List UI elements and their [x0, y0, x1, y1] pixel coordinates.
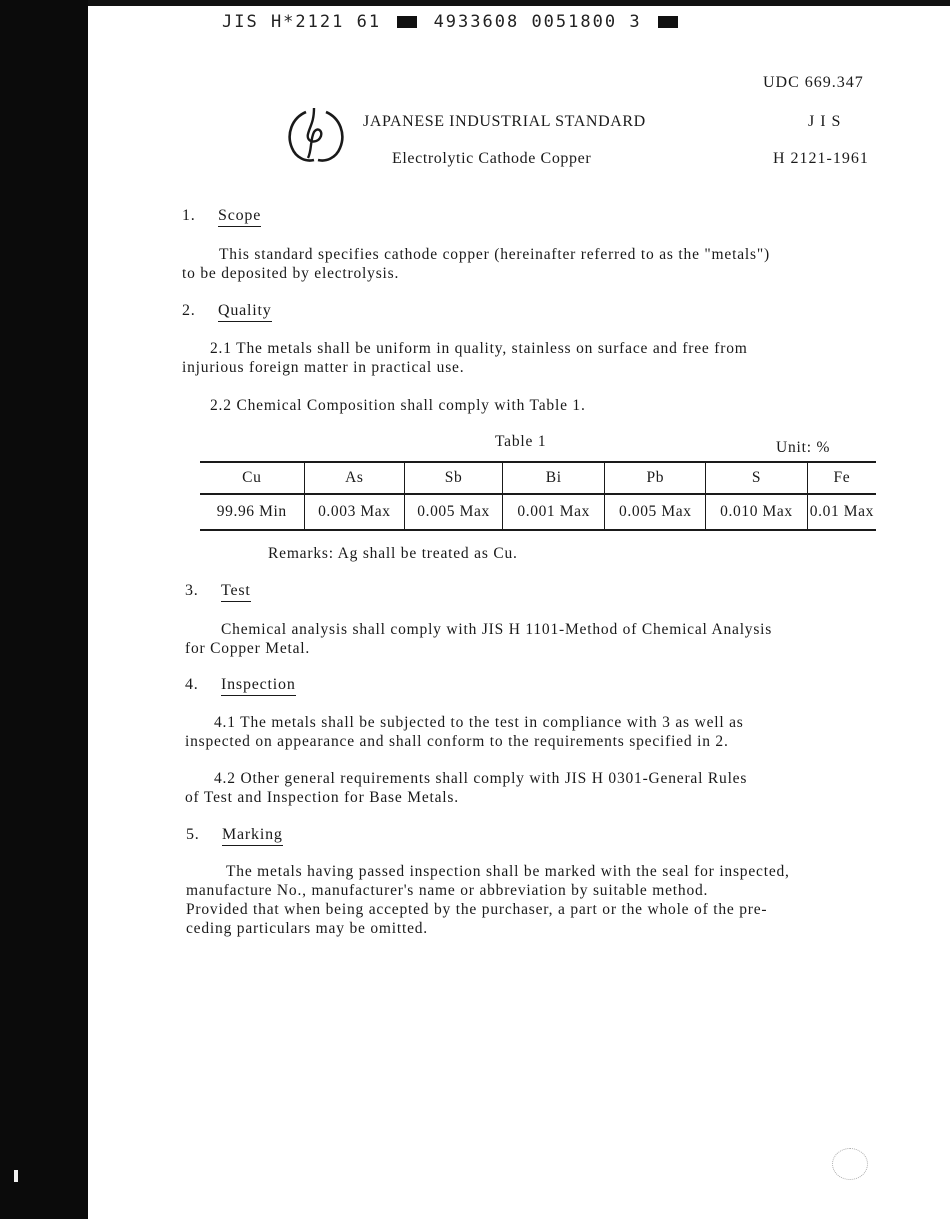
- section-number: 5.: [186, 826, 200, 843]
- code-block-icon: [397, 16, 417, 28]
- marking-line-4: ceding particulars may be omitted.: [186, 920, 428, 937]
- document-title: Electrolytic Cathode Copper: [392, 150, 592, 167]
- col-bi: Bi: [502, 462, 605, 494]
- section-number: 3.: [185, 582, 199, 599]
- quality-2-1-line-2: injurious foreign matter in practical use.: [182, 359, 465, 376]
- cell-bi: 0.001 Max: [502, 494, 605, 530]
- composition-table: [200, 461, 876, 531]
- scan-mark: [14, 1170, 18, 1182]
- col-pb: Pb: [605, 462, 706, 494]
- table-header-row: [200, 462, 876, 494]
- col-fe: Fe: [807, 462, 876, 494]
- section-title: Marking: [222, 826, 283, 846]
- section-title: Quality: [218, 302, 272, 322]
- table-unit: Unit: %: [776, 439, 831, 456]
- marking-line-2: manufacture No., manufacturer's name or abbreviation by suitable method.: [186, 882, 709, 899]
- table-remarks: Remarks: Ag shall be treated as Cu.: [268, 545, 518, 562]
- scope-line-2: to be deposited by electrolysis.: [182, 265, 400, 282]
- scan-code-left: JIS H*2121 61: [222, 12, 382, 32]
- section-title: Inspection: [221, 676, 296, 696]
- col-sb: Sb: [405, 462, 503, 494]
- faint-stamp-mark: [832, 1148, 868, 1180]
- scan-code-mid: 4933608 0051800 3: [433, 12, 642, 32]
- section-test-heading: [185, 582, 251, 600]
- cell-sb: 0.005 Max: [405, 494, 503, 530]
- section-title: Scope: [218, 207, 261, 227]
- cell-s: 0.010 Max: [706, 494, 808, 530]
- section-number: 2.: [182, 302, 196, 319]
- cell-cu: 99.96 Min: [216, 503, 287, 520]
- col-s: S: [706, 462, 808, 494]
- cell-pb: 0.005 Max: [605, 494, 706, 530]
- inspection-4-1-line-2: inspected on appearance and shall conform to the requirements specified in 2.: [185, 733, 729, 750]
- marking-line-3: Provided that when being accepted by the purchaser, a part or the whole of the pre-: [186, 901, 768, 918]
- col-as: As: [304, 462, 405, 494]
- jis-label: J I S: [808, 113, 842, 130]
- inspection-4-1-line-1: 4.1 The metals shall be subjected to the test in compliance with 3 as well as: [214, 714, 744, 731]
- section-title: Test: [221, 582, 251, 602]
- table-caption: Table 1: [495, 433, 547, 450]
- marking-line-1: The metals having passed inspection shall be marked with the seal for inspected,: [226, 863, 790, 880]
- cell-as: 0.003 Max: [304, 494, 405, 530]
- scan-code-line: [222, 12, 682, 32]
- scan-edge-shadow: [0, 0, 88, 1219]
- standard-number: H 2121-1961: [773, 150, 869, 167]
- section-quality-heading: [182, 302, 272, 320]
- code-block-icon: [658, 16, 678, 28]
- organization-name: JAPANESE INDUSTRIAL STANDARD: [363, 113, 646, 130]
- table-row: [200, 494, 876, 530]
- col-cu: Cu: [242, 469, 262, 486]
- scan-top-edge: [88, 0, 950, 6]
- quality-2-1-line-1: 2.1 The metals shall be uniform in quality, stainless on surface and free from: [210, 340, 748, 357]
- jis-mark-icon: [284, 104, 348, 168]
- section-scope-heading: [182, 207, 261, 225]
- scope-line-1: This standard specifies cathode copper (hereinafter referred to as the "metals"): [219, 246, 770, 263]
- test-line-2: for Copper Metal.: [185, 640, 311, 657]
- section-inspection-heading: [185, 676, 296, 694]
- udc-code: UDC 669.347: [763, 74, 864, 91]
- cell-fe: 0.01 Max: [807, 494, 876, 530]
- test-line-1: Chemical analysis shall comply with JIS H 1101-Method of Chemical Analysis: [221, 621, 773, 638]
- inspection-4-2-line-1: 4.2 Other general requirements shall comply with JIS H 0301-General Rules: [214, 770, 748, 787]
- section-number: 1.: [182, 207, 196, 224]
- inspection-4-2-line-2: of Test and Inspection for Base Metals.: [185, 789, 459, 806]
- quality-2-2: 2.2 Chemical Composition shall comply with Table 1.: [210, 397, 586, 414]
- section-number: 4.: [185, 676, 199, 693]
- section-marking-heading: [186, 826, 283, 844]
